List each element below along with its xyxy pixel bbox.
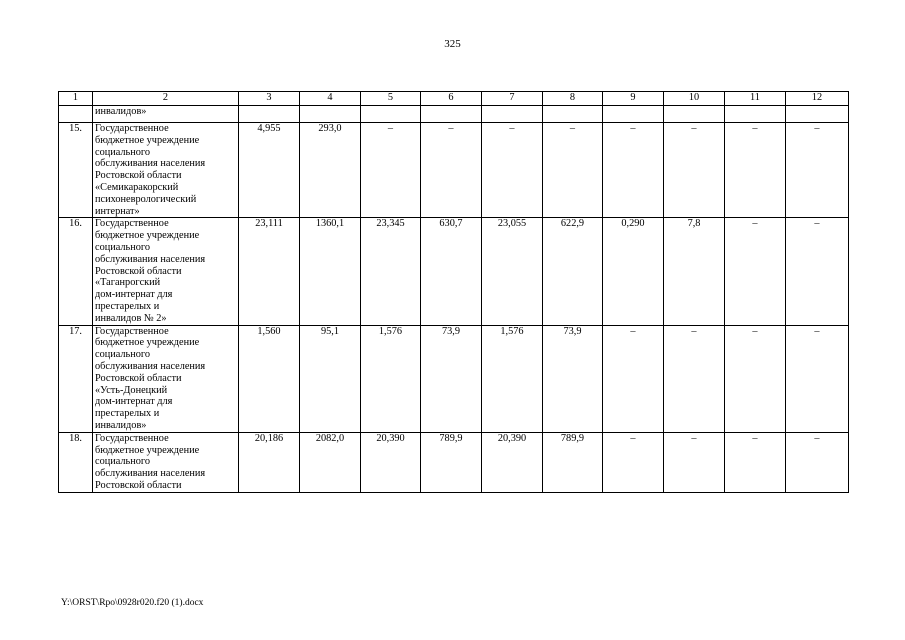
institution-name (93, 325, 239, 432)
value-cell: 0,290 (603, 218, 664, 325)
column-header: 2 (93, 92, 239, 106)
column-header: 6 (421, 92, 482, 106)
value-cell: – (361, 123, 421, 218)
name-line: бюджетное учреждение (95, 337, 200, 349)
header-row (59, 92, 849, 106)
value-cell: 73,9 (543, 325, 603, 432)
column-header: 12 (786, 92, 849, 106)
name-line: бюджетное учреждение (95, 134, 200, 146)
value-cell: 2082,0 (300, 432, 361, 492)
name-line: Ростовской области (95, 479, 182, 491)
row-number: 15. (59, 123, 93, 218)
column-header: 11 (725, 92, 786, 106)
value-cell: – (725, 325, 786, 432)
column-header: 9 (603, 92, 664, 106)
name-line: Государственное (95, 123, 169, 134)
name-line: инвалидов» (95, 419, 147, 431)
name-line: социального (95, 456, 151, 468)
name-line: Государственное (95, 432, 169, 444)
name-line: дом-интернат для (95, 289, 173, 301)
value-cell: – (543, 123, 603, 218)
row-number: 16. (59, 218, 93, 325)
row-number: 18. (59, 432, 93, 492)
name-line: интернат» (95, 205, 140, 217)
value-cell: 1,560 (239, 325, 300, 432)
page-number: 325 (444, 38, 461, 50)
value-cell: 630,7 (421, 218, 482, 325)
table-cell (664, 106, 725, 123)
table-cell (482, 106, 543, 123)
name-line: «Усть-Донецкий (95, 384, 168, 396)
value-cell: – (664, 325, 725, 432)
name-line: обслуживания населения (95, 253, 206, 265)
data-table (58, 91, 849, 493)
name-line: инвалидов № 2» (95, 312, 167, 324)
value-cell: 23,345 (361, 218, 421, 325)
table-cell (603, 106, 664, 123)
table-cell (725, 106, 786, 123)
table-cell (361, 106, 421, 123)
name-line: психоневрологический (95, 193, 197, 205)
name-line: обслуживания населения (95, 468, 206, 480)
table-cell (786, 106, 849, 123)
column-header: 8 (543, 92, 603, 106)
value-cell: 1,576 (482, 325, 543, 432)
name-line: бюджетное учреждение (95, 230, 200, 242)
name-line: дом-интернат для (95, 396, 173, 408)
name-line: обслуживания населения (95, 360, 206, 372)
value-cell: 4,955 (239, 123, 300, 218)
table-row (59, 218, 849, 325)
name-line: «Семикаракорский (95, 181, 179, 193)
table-cell (239, 106, 300, 123)
value-cell: – (603, 325, 664, 432)
value-cell: – (725, 123, 786, 218)
value-cell: – (603, 123, 664, 218)
name-line: Ростовской области (95, 265, 182, 277)
value-cell: 789,9 (543, 432, 603, 492)
name-line: социального (95, 241, 151, 253)
value-cell: 23,055 (482, 218, 543, 325)
continuation-row (59, 106, 849, 123)
institution-name (93, 432, 239, 492)
value-cell: – (603, 432, 664, 492)
file-path-footer: Y:\ORST\Rpo\0928r020.f20 (1).docx (61, 598, 204, 608)
name-line: Ростовской области (95, 372, 182, 384)
value-cell: – (725, 432, 786, 492)
value-cell: 95,1 (300, 325, 361, 432)
value-cell: – (725, 218, 786, 325)
value-cell: 7,8 (664, 218, 725, 325)
name-line: престарелых и (95, 300, 160, 312)
value-cell: – (482, 123, 543, 218)
row-number: 17. (59, 325, 93, 432)
value-cell: 789,9 (421, 432, 482, 492)
name-line: социального (95, 349, 151, 361)
table-row (59, 325, 849, 432)
value-cell: 20,390 (361, 432, 421, 492)
name-line: Ростовской области (95, 170, 182, 182)
table-cell (543, 106, 603, 123)
value-cell: 293,0 (300, 123, 361, 218)
table-cell (300, 106, 361, 123)
value-cell: 20,186 (239, 432, 300, 492)
name-line: обслуживания населения (95, 158, 206, 170)
value-cell: – (786, 123, 849, 218)
value-cell: 1360,1 (300, 218, 361, 325)
value-cell: – (786, 432, 849, 492)
column-header: 3 (239, 92, 300, 106)
value-cell: 73,9 (421, 325, 482, 432)
name-line: «Таганрогский (95, 277, 161, 289)
column-header: 10 (664, 92, 725, 106)
value-cell: – (786, 325, 849, 432)
table-cell (59, 106, 93, 123)
name-line: социального (95, 146, 151, 158)
table-row (59, 123, 849, 218)
value-cell: 622,9 (543, 218, 603, 325)
table-cell (421, 106, 482, 123)
value-cell: 23,111 (239, 218, 300, 325)
column-header: 1 (59, 92, 93, 106)
name-line: престарелых и (95, 408, 160, 420)
value-cell: – (421, 123, 482, 218)
value-cell: – (786, 218, 849, 325)
column-header: 5 (361, 92, 421, 106)
name-line: Государственное (95, 218, 169, 230)
institution-name (93, 123, 239, 218)
name-line: Государственное (95, 325, 169, 337)
institution-name (93, 218, 239, 325)
value-cell: 1,576 (361, 325, 421, 432)
table-row (59, 432, 849, 492)
value-cell: 20,390 (482, 432, 543, 492)
column-header: 7 (482, 92, 543, 106)
name-line: бюджетное учреждение (95, 444, 200, 456)
value-cell: – (664, 432, 725, 492)
continuation-text: инвалидов» (93, 106, 239, 123)
value-cell: – (664, 123, 725, 218)
column-header: 4 (300, 92, 361, 106)
